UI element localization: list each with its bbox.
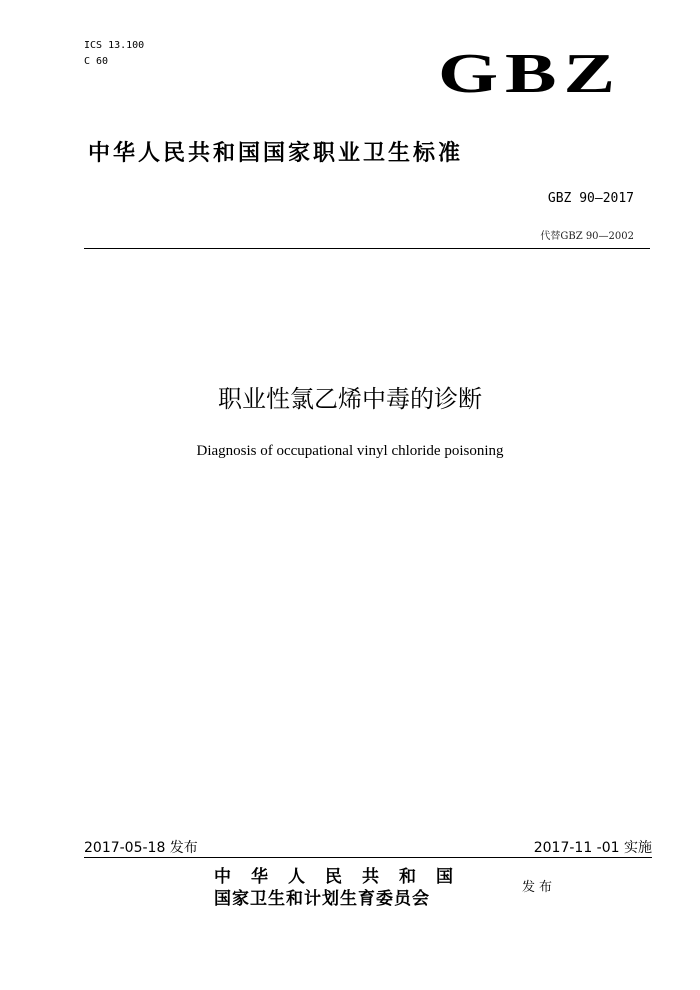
- gbz-logo: GBZ: [438, 43, 622, 105]
- implementation-date: 2017-11 -01 实施: [533, 840, 652, 856]
- title-chinese: 职业性氯乙烯中毒的诊断: [218, 385, 482, 413]
- issuer-commission: 国家卫生和计划生育委员会: [214, 889, 430, 909]
- ccs-code: C 60: [84, 56, 109, 67]
- issue-date: 2017-05-18 发布: [84, 840, 198, 856]
- title-english: Diagnosis of occupational vinyl chloride poisoning: [196, 443, 504, 459]
- standard-type-heading: 中华人民共和国国家职业卫生标准: [88, 140, 464, 166]
- standard-number: GBZ 90—2017: [547, 191, 634, 206]
- issuer-country: 中华人民共和国: [214, 867, 473, 887]
- header-divider: [84, 248, 650, 249]
- ics-code: ICS 13.100: [84, 40, 145, 51]
- footer-divider: [84, 857, 652, 858]
- publish-label: 发布: [522, 880, 557, 895]
- replaces-standard: 代替GBZ 90—2002: [540, 231, 634, 242]
